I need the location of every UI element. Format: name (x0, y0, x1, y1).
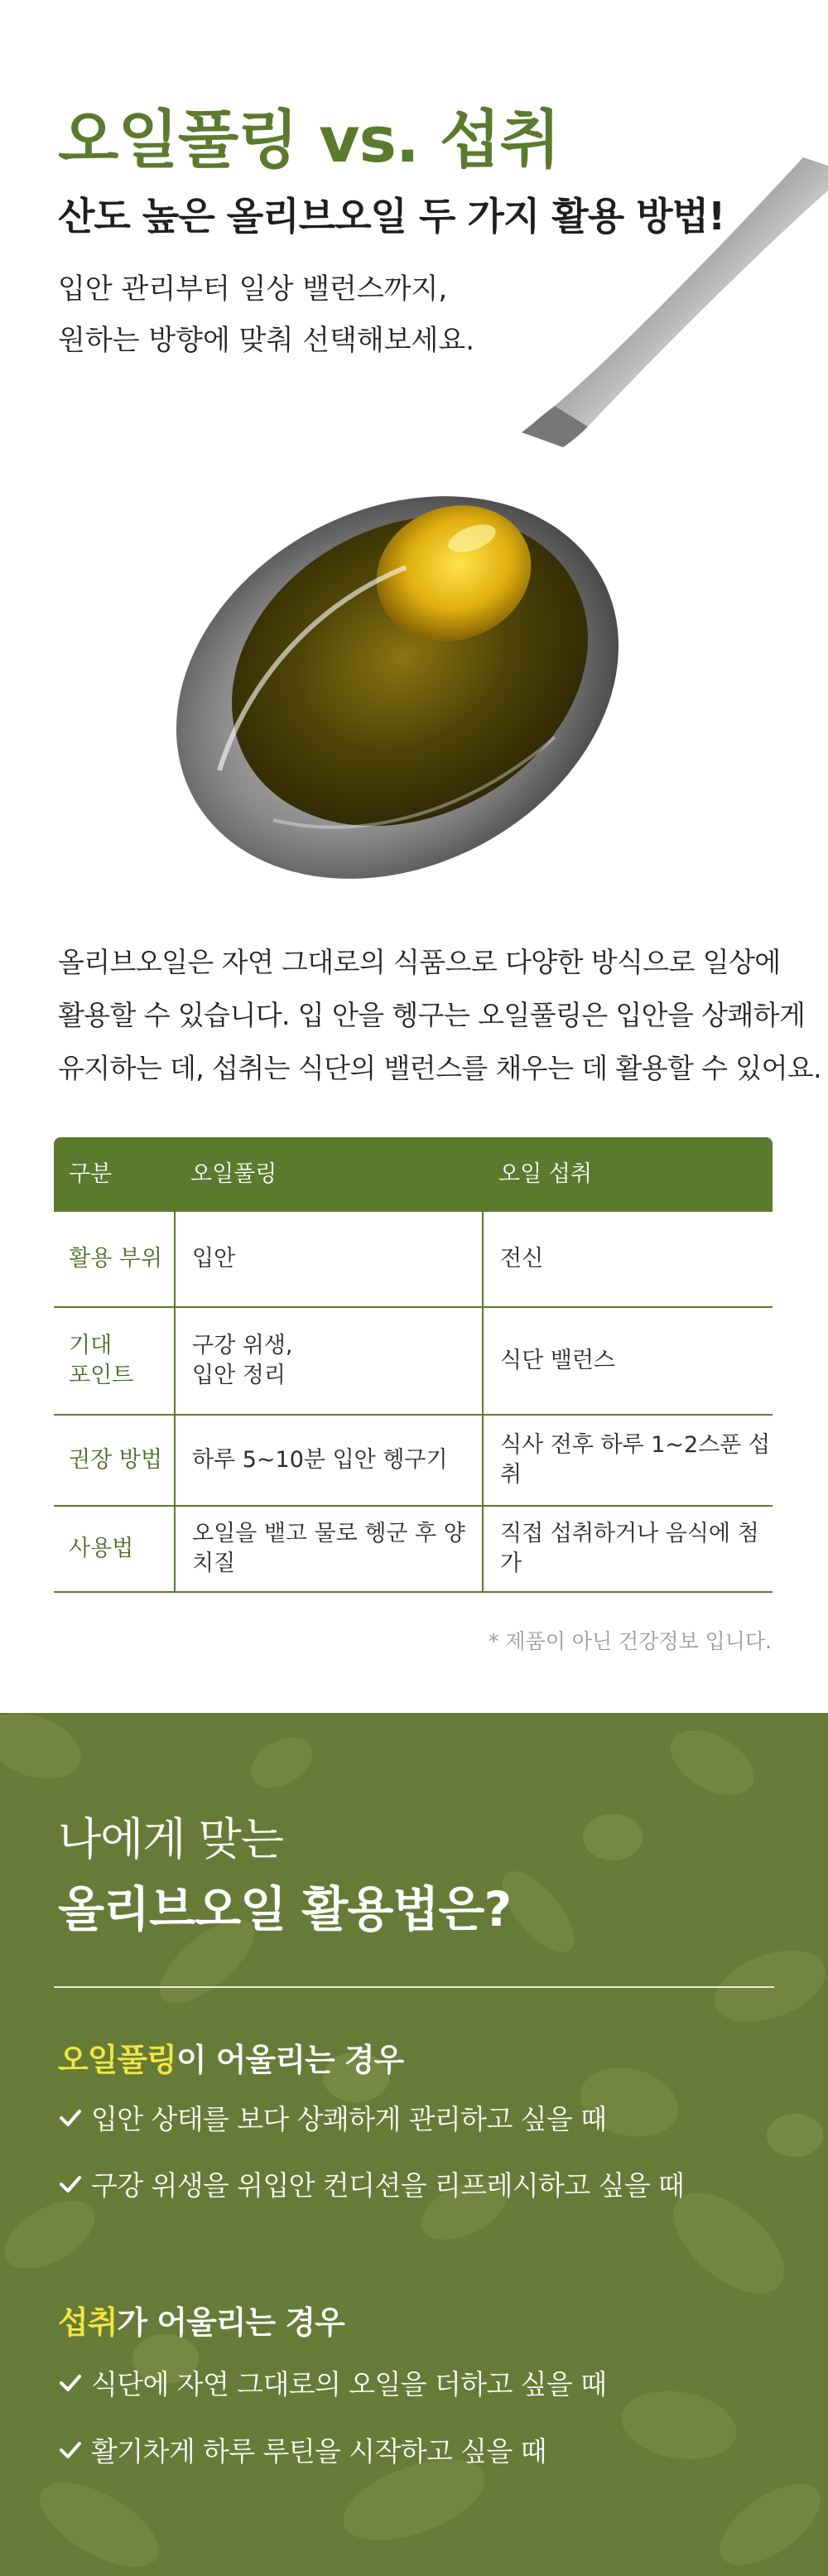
intake-cell: 식사 전후 하루 1~2스푼 섭취 (482, 1416, 773, 1505)
header-category: 구분 (69, 1161, 113, 1187)
row-label (54, 1308, 174, 1414)
pulling-item-text: 구강 위생을 위입안 컨디션을 리프레시하고 싶을 때 (91, 2169, 685, 2202)
check-icon (58, 2371, 83, 2395)
pulling-cell (174, 1308, 482, 1414)
page-title: 오일풀링 vs. 섭취 (58, 103, 561, 176)
header-pulling: 오일풀링 (190, 1161, 277, 1187)
pulling-item (58, 2164, 684, 2203)
page-subtitle: 산도 높은 올리브오일 두 가지 활용 방법! (58, 194, 725, 239)
description-line: 유지하는 데, 섭취는 식단의 밸런스를 채우는 데 활용할 수 있어요. (58, 1052, 822, 1084)
pulling-item-text: 입안 상태를 보다 상쾌하게 관리하고 싶을 때 (91, 2103, 607, 2135)
intake-highlight: 섭취 (58, 2304, 118, 2341)
intake-cell: 전신 (482, 1212, 773, 1306)
cell-line: 구강 위생, (192, 1333, 293, 1358)
row-label-line: 포인트 (69, 1363, 134, 1388)
pulling-cell: 하루 5~10분 입안 헹구기 (174, 1416, 482, 1505)
intro-line: 입안 관리부터 일상 밸런스까지, (58, 273, 448, 306)
intake-heading-rest: 가 어울리는 경우 (117, 2304, 344, 2341)
description-line: 활용할 수 있습니다. 입 안을 헹구는 오일풀링은 입안을 상쾌하게 (58, 999, 806, 1031)
table-row (54, 1308, 773, 1416)
header-intake: 오일 섭취 (498, 1161, 592, 1187)
pulling-item (58, 2098, 606, 2137)
pulling-cell: 오일을 뱉고 물로 헹군 후 양치질 (174, 1507, 482, 1591)
comparison-table (54, 1137, 773, 1593)
description-text (58, 936, 821, 1095)
intake-item (58, 2363, 606, 2402)
intake-cell: 식단 밸런스 (482, 1308, 773, 1414)
check-icon (58, 2172, 83, 2197)
row-label: 권장 방법 (69, 1447, 162, 1473)
check-icon (58, 2438, 83, 2463)
intake-item-text: 식단에 자연 그대로의 오일을 더하고 싶을 때 (91, 2368, 607, 2400)
table-row (54, 1507, 773, 1593)
pulling-heading-rest: 이 어울리는 경우 (176, 2042, 404, 2078)
guide-question-line2: 올리브오일 활용법은? (58, 1881, 512, 1937)
pulling-cell: 입안 (174, 1212, 482, 1306)
row-label: 사용법 (69, 1536, 134, 1561)
description-line: 올리브오일은 자연 그대로의 식품으로 다양한 방식으로 일상에 (58, 946, 781, 978)
table-row (54, 1212, 773, 1308)
row-label: 활용 부위 (69, 1246, 162, 1271)
pulling-highlight: 오일풀링 (58, 2042, 176, 2078)
section-divider (54, 1986, 774, 1988)
spoon-olive-oil-image (124, 141, 828, 903)
pulling-case-heading (58, 2034, 403, 2080)
guide-section (0, 1713, 828, 2576)
intake-item-text: 활기차게 하루 루틴을 시작하고 싶을 때 (91, 2435, 546, 2467)
table-row (54, 1416, 773, 1507)
intake-item (58, 2430, 546, 2469)
intake-case-heading (58, 2297, 344, 2342)
cell-line: 입안 정리 (192, 1363, 286, 1388)
check-icon (58, 2106, 83, 2130)
disclaimer-note: * 제품이 아닌 건강정보 입니다. (488, 1629, 772, 1653)
intake-cell: 직접 섭취하거나 음식에 첨가 (482, 1507, 773, 1591)
intro-line: 원하는 방향에 맞춰 선택해보세요. (58, 324, 475, 357)
table-header (54, 1137, 773, 1212)
guide-question-line1: 나에게 맞는 (58, 1813, 283, 1865)
row-label-line: 기대 (69, 1333, 113, 1358)
